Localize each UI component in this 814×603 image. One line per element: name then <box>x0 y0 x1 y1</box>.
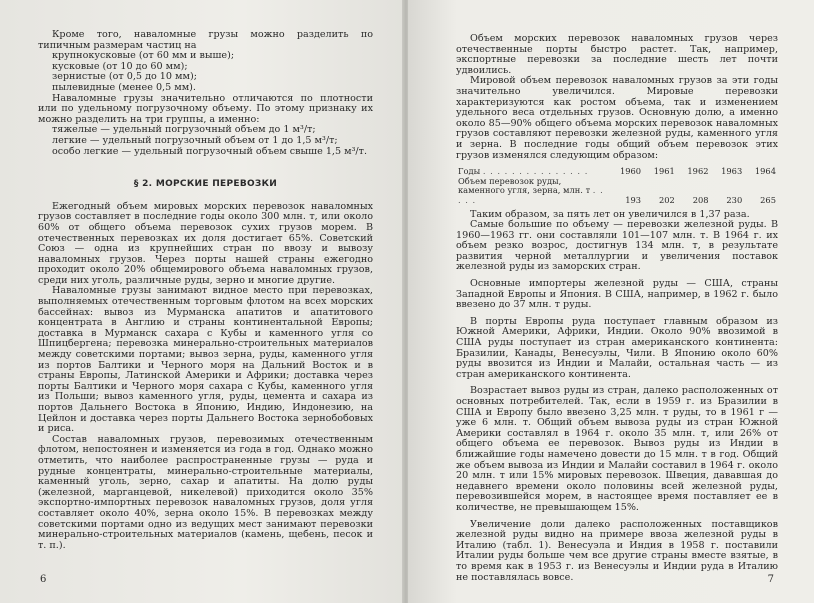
body-paragraph: Объем морских перевозок наваломных грузов через отечественные порты быстро растет. Так, например, экспортные перевозки за последние шесть лет почти удвоились. <box>456 33 778 76</box>
list-item: особо легкие — удельный погрузочный объем свыше 1,5 м³/т. <box>52 145 368 157</box>
left-text-column <box>38 30 373 551</box>
section-title: § 2. МОРСКИЕ ПЕРЕВОЗКИ <box>133 179 278 190</box>
list-item: крупнокусковые (от 60 мм и выше); <box>52 50 235 62</box>
density-paragraph: Наваломные грузы значительно отличаются по плотности или по удельному погрузочному объему. По этому признаку их можно разделить на три группы, а именно: <box>38 92 373 125</box>
list-item: зернистые (от 0,5 до 10 мм); <box>52 71 197 83</box>
table-cell: 1960 <box>619 166 642 177</box>
right-page <box>408 0 814 603</box>
body-paragraph: Возрастает вывоз руды из стран, далеко расположенных от основных потребителей. Так, если в 1959 г. из Бразилии в США и Европу было ввезено 3,25 млн. т руды, то в 1961 г — уже 6 млн. т. Общий объем вывоза руды из стран Южной Америки составлял в 1964 г. около 35 млн. т, или 26% от общего объема ее перевозок. Вывоз руды из Индии в ближайшие годы намечено довести до 15 млн. т в год. Общий же объем вывоза из Индии и Малайи составил в 1964 г. около 20 млн. т или 15% мировых перевозок. Швеция, дававшая до недавнего времени около половины всей железной руды, перевозившейся морем, в настоящее время поставляет ее в количестве, не превышающем 15%. <box>456 385 778 513</box>
table-cell: 1962 <box>687 166 709 177</box>
body-paragraph: Мировой объем перевозок наваломных грузов за эти годы значительно увеличился. Мировые перевозки характеризуются как ростом объема, так и изменением удельного веса отдельных грузов. Основную долю, а именно около 85—90% общего объема морских перевозок наваломных грузов составляют перевозки железной руды, каменного угля и зерна. В последние годы общий объем перевозок этих грузов изменялся следующим образом: <box>456 75 778 161</box>
body-paragraph: Основные импортеры железной руды — США, страны Западной Европы и Япония. В США, например, в 1962 г. было ввезено до 37 млн. т руды. <box>456 278 778 311</box>
table-row <box>456 177 778 206</box>
body-paragraph: Состав наваломных грузов, перевозимых отечественным флотом, непостоянен и изменяется из года в год. Однако можно отметить, что наиболее распространенные грузы — руда и рудные концентраты, минерально-строительные материалы, каменный уголь, зерно, сахар и апатиты. На долю руды (железной, марганцевой, никелевой) приходится около 35% экспортно-импортных перевозок наваломных грузов, доля угля составляет около 40%, зерна около 15%. В перевозках между советскими портами одно из ведущих мест занимают перевозки минерально-строительных материалов (камень, щебень, песок и т. п.). <box>38 433 373 551</box>
body-paragraph: В порты Европы руда поступает главным образом из Южной Америки, Африки, Индии. Около 90% ввозимой в США руды поступает из стран американского континента: Бразилии, Канады, Венесуэлы, Чили. В Японию около 60% руды ввозится из Индии и Малайи, остальная часть — из стран американского континента. <box>456 315 778 380</box>
size-class-list <box>38 51 373 93</box>
table-cell: 202 <box>658 194 675 205</box>
intro-paragraph: Кроме того, наваломные грузы можно разделить по типичным размерам частиц на <box>38 29 373 51</box>
body-paragraph: Таким образом, за пять лет он увеличился в 1,37 раза. <box>470 208 750 220</box>
body-paragraph: Увеличение доли далеко расположенных поставщиков железной руды видно на примере ввоза железной руды в Италию (табл. 1). Венесуэла и Индия в 1958 г. поставили Италии руды больше чем все другие страны вместе взятые, в то время как в 1953 г. из Венесуэлы и Индии руда в Италию не поставлялась вовсе. <box>456 518 778 583</box>
table-cell: 193 <box>625 194 642 205</box>
table-row-label: Объем перевозок руды, каменного угля, зерна, млн. т . . . . . <box>458 175 604 205</box>
density-class-list <box>38 125 373 157</box>
body-paragraph: Наваломные грузы занимают видное место при перевозках, выполняемых отечественным торговым флотом на всех морских бассейнах: вывоз из Мурманска апатитов и апатитового концентрата в Англию и страны континентальной Европы; доставка в Мурманск сахара с Кубы и каменного угля со Шпицбергена; перевозка минерально-строительных материалов между советскими портами; вывоз зерна, руды, каменного угля из портов Балтики и Черного моря на Дальний Восток и в страны Европы, Латинской Америки и Африки; доставка через порты Балтики и Черного моря сахара с Кубы, каменного угля из Польши; вывоз каменного угля, руды, цемента и сахара из портов Дальнего Востока в Японию, Индию, Индонезию, на Цейлон и доставка через порты Дальнего Востока зернобобовых и риса. <box>38 285 373 435</box>
list-item: кусковые (от 10 до 60 мм); <box>52 60 188 72</box>
table-cell: 1964 <box>754 166 776 177</box>
table-cell: 1963 <box>721 166 743 177</box>
list-item: пылевидные (менее 0,5 мм). <box>52 81 196 93</box>
table-cell: 265 <box>760 194 776 205</box>
page-number: 7 <box>767 574 774 585</box>
table-cell: 1961 <box>653 166 675 177</box>
cargo-volume-table <box>456 167 778 205</box>
right-text-column <box>456 34 778 583</box>
left-page <box>0 0 404 603</box>
table-cell: 208 <box>692 194 709 205</box>
body-paragraph: Самые большие по объему — перевозки железной руды. В 1960—1963 гг. они составляли 101—107 млн. т. В 1964 г. их объем резко возрос, достигнув 134 млн. т, в результате развития черной металлургии и увеличения поставок железной руды из заморских стран. <box>456 219 778 273</box>
body-paragraph: Ежегодный объем мировых морских перевозок наваломных грузов составляет в последние годы около 300 млн. т, или около 60% от общего объема перевозок сухих грузов морем. В отечественных перевозках их доля достигает 65%. Советский Союз — одна из крупнейших стран по ввозу и вывозу наваломных грузов. Через порты нашей страны ежегодно проходит около 20% общемирового объема наваломных грузов, среди них уголь, различные руды, зерно и многие другие. <box>38 200 373 286</box>
table-header-label: Годы . . . . . . . . . . . . . . . <box>458 166 589 177</box>
page-number: 6 <box>40 574 47 585</box>
table-cell: 230 <box>726 194 743 205</box>
list-item: легкие — удельный погрузочный объем от 1 до 1,5 м³/т; <box>52 134 338 146</box>
list-item: тяжелые — удельный погрузочный объем до 1 м³/т; <box>52 124 316 136</box>
